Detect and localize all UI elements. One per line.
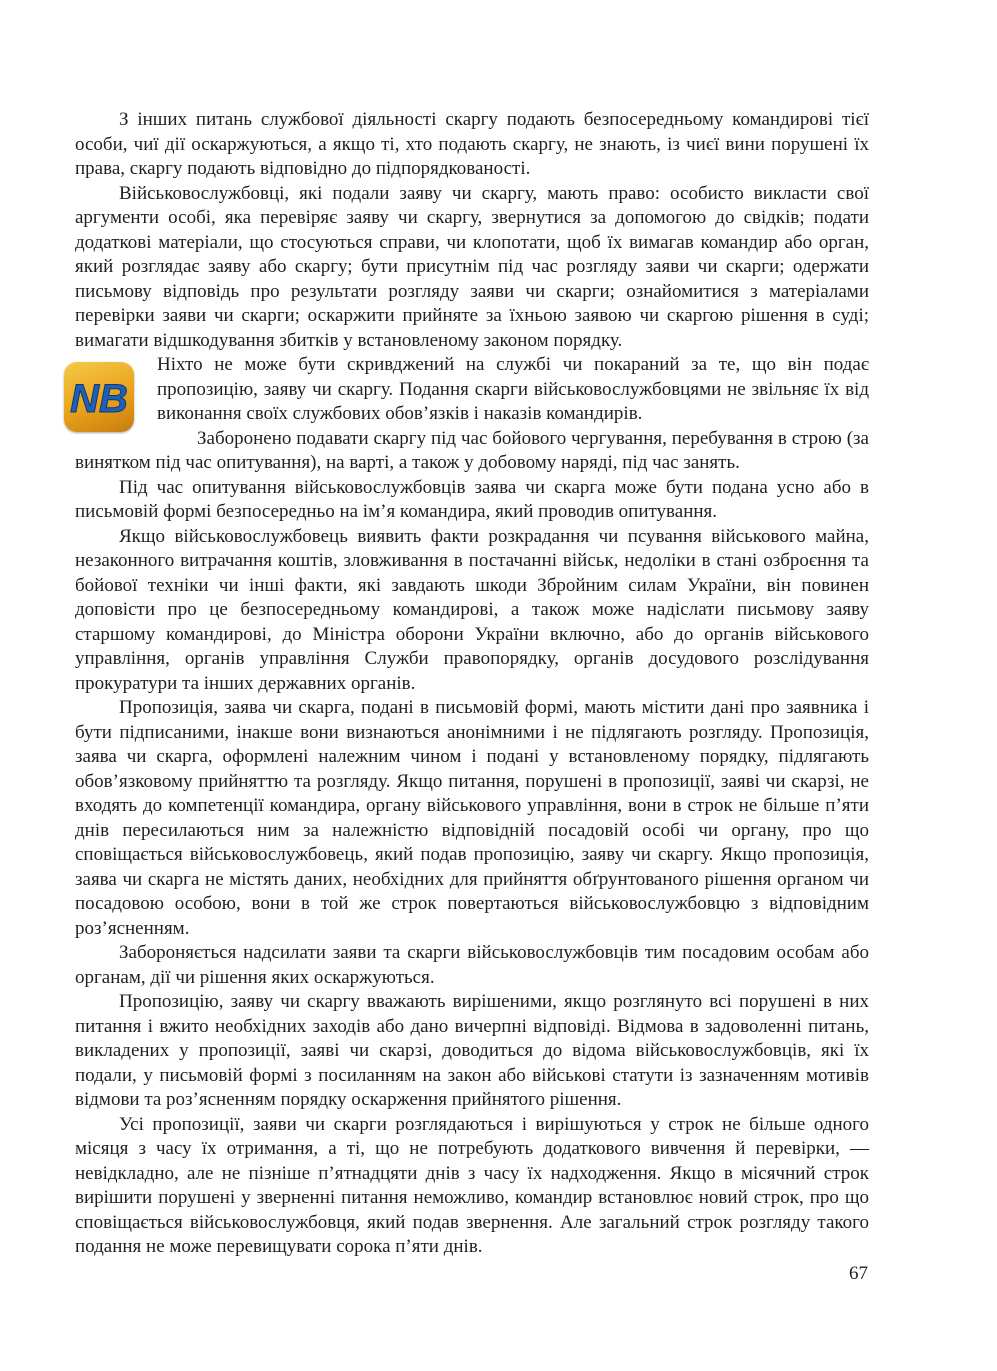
paragraph-forwarding-ban: Забороняється надсилати заяви та скарги військовослужбовців тим посадовим особам або органам, дії чи рішення яких оскаржуються. — [75, 942, 869, 988]
nota-bene-logo-text: NB — [70, 377, 128, 421]
nota-bene-icon — [64, 362, 134, 432]
page-number: 67 — [849, 1263, 868, 1284]
paragraph-written-form: Пропозиція, заява чи скарга, подані в письмовій формі, мають містити дані про заявника і бути підписаними, інакше вони визнаються анонімними і не підлягають розгляду. Пропозиція, заява чи скарга, оформлені належним чином і подані у встановленому порядку, підлягають обов’язковому прийняттю та розгляду. Якщо питання, порушені в пропозиції, заяві чи скарзі, не входять до компетенції командира, органу військового управління, вони в строк не більше п’яти днів пересилаються ним за належністю відповідній посадовій особі чи органу, про що сповіщається військовослужбовець, який подав пропозицію, заяву чи скаргу. Якщо пропозиція, заява чи скарга не містять даних, необхідних для прийняття обґрунтованого рішення органом чи посадовою особою, вони в той же строк повертаються військовослужбовцю з відповідним роз’ясненням. — [75, 697, 869, 939]
paragraph-complaint-chain: З інших питань службової діяльності скаргу подають безпосередньому командирові тієї особи, чиї дії оскаржуються, а якщо ті, хто подають скаргу, не знають, із чиєї вини порушені їх права, скаргу подають відповідно до підпорядкованості. — [75, 109, 869, 179]
page-body — [75, 108, 869, 1260]
paragraph-survey: Під час опитування військовослужбовців заява чи скарга може бути подана усно або в письмовій формі безпосередньо на ім’я командира, який проводив опитування. — [75, 476, 869, 522]
paragraph-prohibited-times: Заборонено подавати скаргу під час бойового чергування, перебування в строю (за винятком під час опитування), на варті, а також у добовому наряді, під час занять. — [75, 427, 869, 473]
paragraph-reporting-facts: Якщо військовослужбовець виявить факти розкрадання чи псування військового майна, незаконного витрачання коштів, зловживання в постачанні військ, недоліки в стані озброєння та бойової техніки чи інші факти, які завдають шкоди Збройним силам України, він повинен доповісти про це безпосередньому командирові, а також може надіслати письмову заяву старшому командирові, до Міністра оборони України включно, або до органів військового управління, органів управління Служби правопорядку, органів досудового розслідування прокуратури та інших державних органів. — [75, 525, 869, 694]
paragraph-deadlines: Усі пропозиції, заяви чи скарги розглядаються і вирішуються у строк не більше одного місяця з часу їх отримання, а ті, що не потребують додаткового вивчення й перевірки, — невідкладно, але не пізніше п’ятнадцяти днів з часу їх надходження. Якщо в місячний строк вирішити порушені у зверненні питання неможливо, командир встановлює новий строк, про що сповіщається військовослужбовця, який подав звернення. Але загальний строк розгляду такого подання не може перевищувати сорока п’яти днів. — [75, 1113, 869, 1257]
paragraph-rights: Військовослужбовці, які подали заяву чи скаргу, мають право: особисто викласти свої аргументи особі, яка перевіряє заяву чи скаргу, звернутися за допомогою до свідків; подати додаткові матеріали, що стосуються справи, чи клопотати, щоб їх вимагав командир або орган, який розглядає заяву або скаргу; бути присутнім під час розгляду заяви чи скарги; одержати письмову відповідь про результати розгляду заяви чи скарги; ознайомитися з матеріалами перевірки заяви чи скарги; оскаржити прийняте за їхньою заявою чи скаргою рішення в суді; вимагати відшкодування збитків у встановленому законом порядку. — [75, 182, 869, 351]
note-paragraph: Ніхто не може бути скривджений на службі чи покараний за те, що він подає пропозицію, заяву чи скаргу. Подання скарги військовослужбовцями не звільняє їх від виконання своїх службових обов’язків і наказів командирів. — [157, 354, 869, 424]
paragraph-resolved: Пропозицію, заяву чи скаргу вважають вирішеними, якщо розглянуто всі порушені в них питання і вжито необхідних заходів або дано вичерпні відповіді. Відмова в задоволенні питань, викладених у пропозиції, заяві чи скарзі, доводиться до відома військовослужбовців, які їх подали, у письмовій формі з посиланням на закон або військові статути із зазначенням мотивів відмови та роз’ясненням порядку оскарження прийнятого рішення. — [75, 991, 869, 1110]
